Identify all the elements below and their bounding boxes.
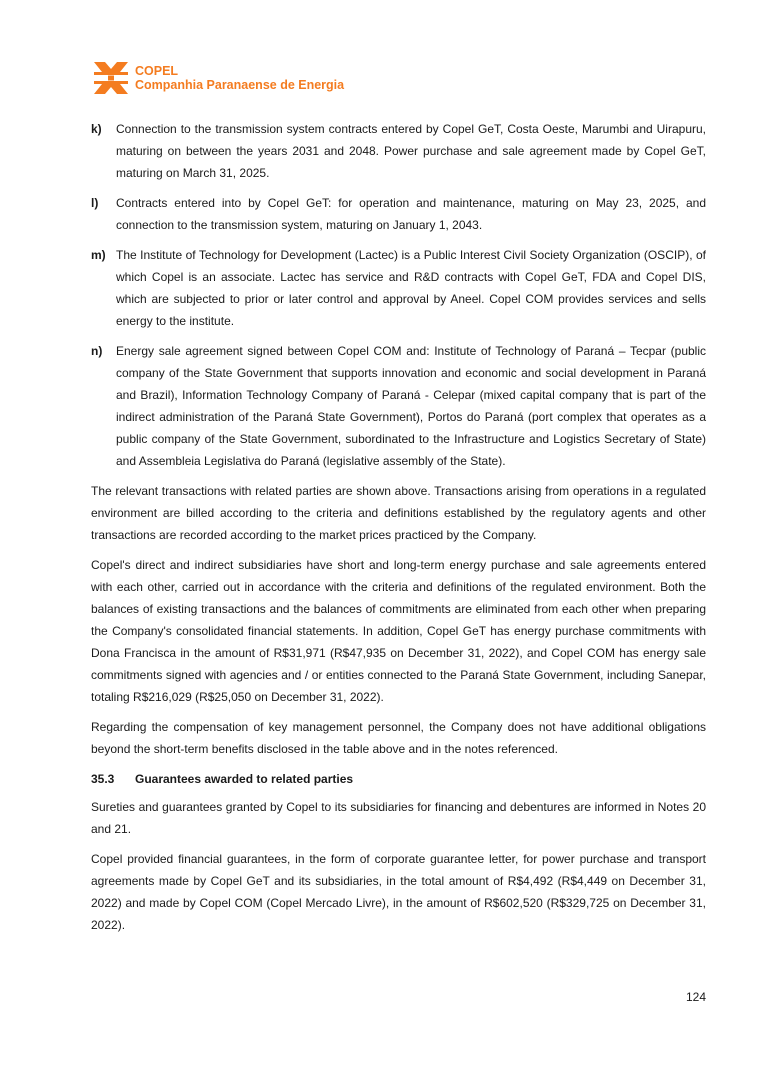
paragraph-sureties: Sureties and guarantees granted by Copel to its subsidiaries for financing and debentures are informed in Notes 20 and 21. [91, 800, 706, 836]
section-heading [91, 768, 706, 790]
list-item-text: Connection to the transmission system contracts entered by Copel GeT, Costa Oeste, Marumbi and Uirapuru, maturing on between the years 2031 and 2048. Power purchase and sale agreement made by Copel GeT, maturing on March 31, 2025. [116, 122, 706, 180]
copel-logo-icon [93, 60, 129, 96]
list-item-l [91, 192, 706, 236]
list-item-label: k) [91, 122, 102, 136]
paragraph-financial-guarantees: Copel provided financial guarantees, in the form of corporate guarantee letter, for power purchase and transport agreements made by Copel GeT and its subsidiaries, in the total amount of R$4,492 (R$4,449 on December 31, 2022) and made by Copel COM (Copel Mercado Livre), in the amount of R$602,520 (R$329,725 on December 31, 2022). [91, 852, 706, 932]
paragraph-related-transactions: The relevant transactions with related parties are shown above. Transactions arising from operations in a regulated environment are billed according to the criteria and definitions established by the regulatory agents and other transactions are recorded according to the market prices practiced by the Company. [91, 484, 706, 542]
document-header [93, 59, 344, 97]
company-name: Companhia Paranaense de Energia [135, 78, 345, 92]
section-title: Guarantees awarded to related parties [135, 772, 354, 786]
logo-text [135, 64, 344, 92]
brand-name: COPEL [135, 64, 179, 78]
list-item-text: The Institute of Technology for Development (Lactec) is a Public Interest Civil Society Organization (OSCIP), of which Copel is an associate. Lactec has service and R&D contracts with Copel GeT, FDA and Copel DIS, which are subjected to prior or later control and approval by Aneel. Copel COM provides services and sells energy to the institute. [116, 248, 706, 328]
list-item-n [91, 340, 706, 472]
list-item-label: m) [91, 248, 106, 262]
paragraph-key-management: Regarding the compensation of key management personnel, the Company does not have additional obligations beyond the short-term benefits disclosed in the table above and in the notes referenced. [91, 720, 706, 756]
document-body [91, 118, 706, 944]
list-item-text: Contracts entered into by Copel GeT: for operation and maintenance, maturing on May 23, 2025, and connection to the transmission system, maturing on January 1, 2043. [116, 196, 706, 232]
list-item-label: l) [91, 196, 99, 210]
paragraph-subsidiaries-agreements: Copel's direct and indirect subsidiaries have short and long-term energy purchase and sale agreements entered with each other, carried out in accordance with the criteria and definitions of the regulated environment. Both the balances of existing transactions and the balances of commitments are eliminated from each other when preparing the Company's consolidated financial statements. In addition, Copel GeT has energy purchase commitments with Dona Francisca in the amount of R$31,971 (R$47,935 on December 31, 2022), and Copel COM has energy sale commitments signed with agencies and / or entities connected to the Paraná State Government, including Sanepar, totaling R$216,029 (R$25,050 on December 31, 2022). [91, 558, 706, 704]
page-number: 124 [685, 990, 706, 1004]
list-item-label: n) [91, 344, 103, 358]
list-item-k [91, 118, 706, 184]
list-item-text: Energy sale agreement signed between Copel COM and: Institute of Technology of Paraná – Tecpar (public company of the State Government that supports innovation and economic and social development in Paraná and Brazil), Information Technology Company of Paraná - Celepar (mixed capital company that is part of the indirect administration of the Paraná State Government), Portos do Paraná (port complex that operates as a public company of the State Government, subordinated to the Infrastructure and Logistics Secretary of State) and Assembleia Legislativa do Paraná (legislative assembly of the State). [116, 344, 706, 468]
section-number: 35.3 [91, 772, 115, 786]
list-item-m [91, 244, 706, 332]
